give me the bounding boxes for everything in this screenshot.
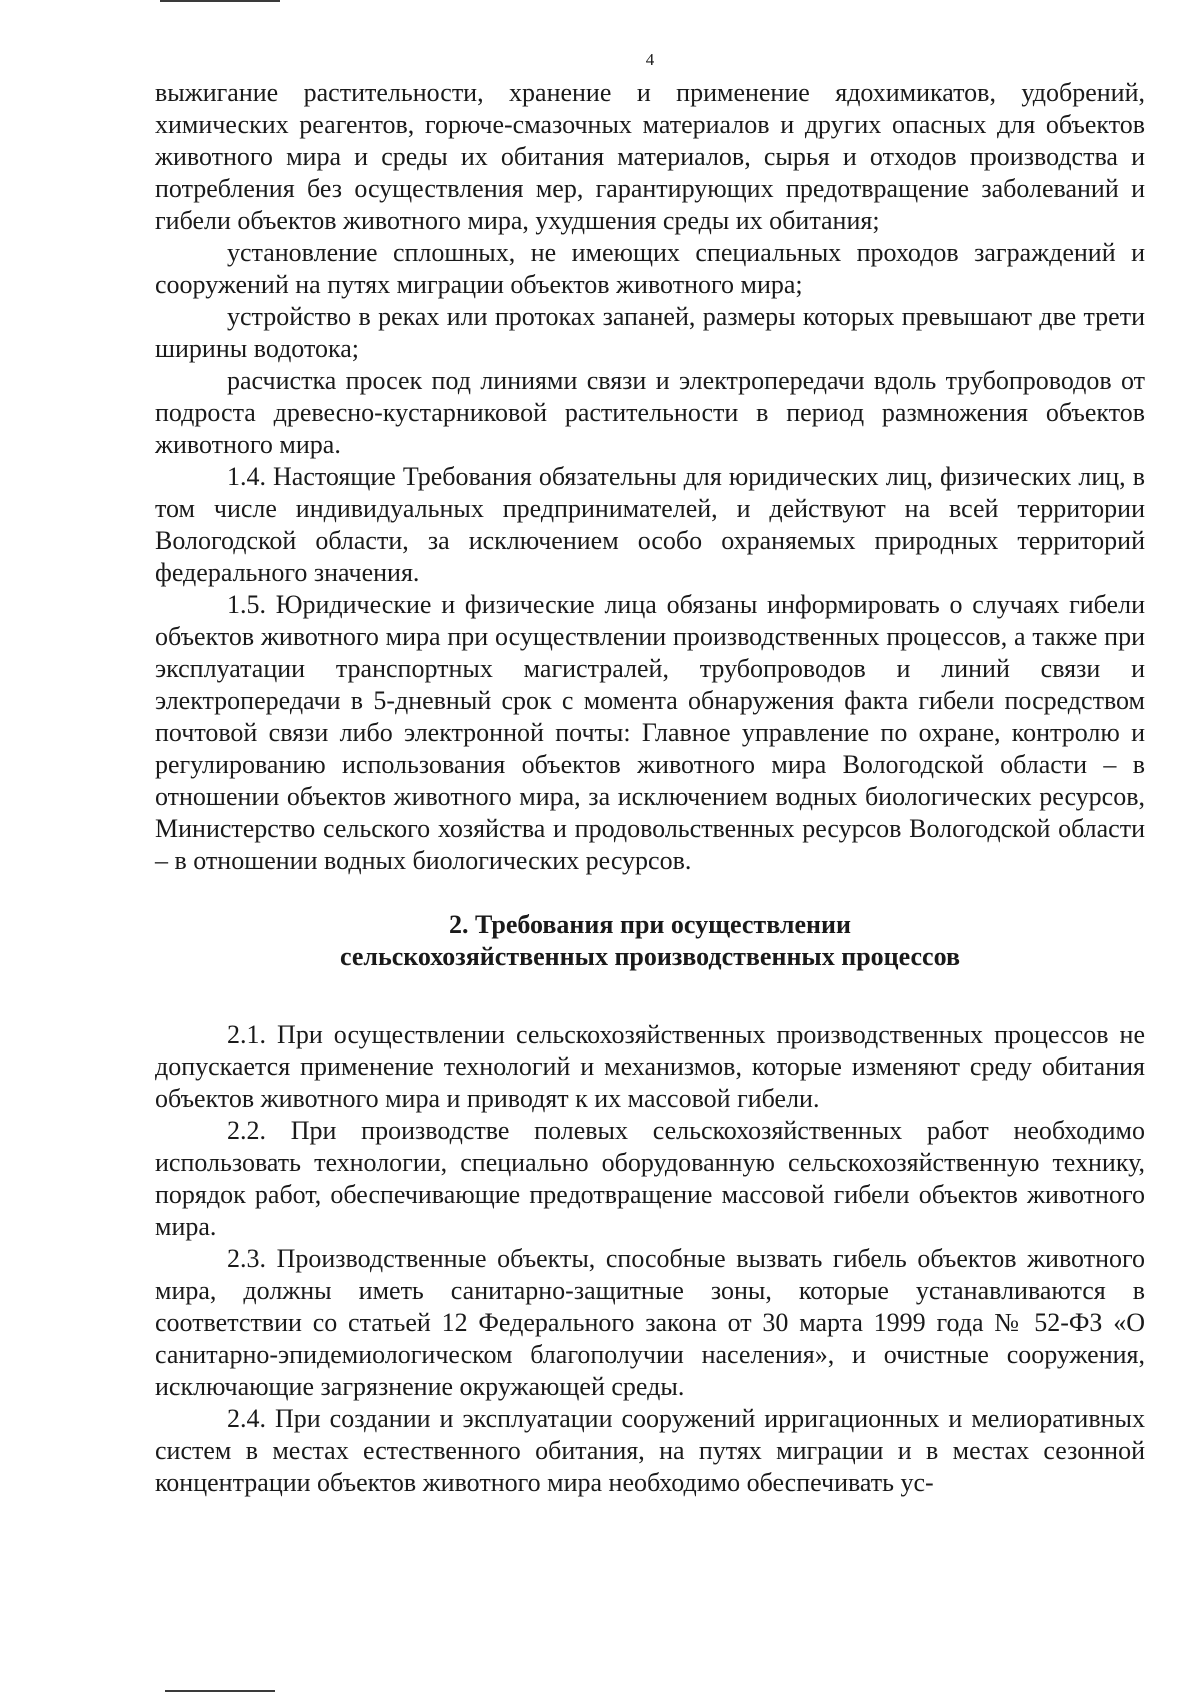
paragraph: 2.4. При создании и эксплуатации сооружений ирригационных и мелиоративных систем в местах естественного обитания, на путях миграции и в местах сезонной концентрации объектов животного мира необходимо обеспечивать ус- <box>155 1404 1145 1497</box>
paragraph: 2.1. При осуществлении сельскохозяйственных производственных процессов не допускается применение технологий и механизмов, которые изменяют среду обитания объектов животного мира и приводят к их массовой гибели. <box>155 1020 1145 1113</box>
paragraph: 1.4. Настоящие Требования обязательны для юридических лиц, физических лиц, в том числе индивидуальных предпринимателей, и действуют на всей территории Вологодской области, за исключением особо охраняемых природных территорий федерального значения. <box>155 462 1145 587</box>
paragraph: выжигание растительности, хранение и применение ядохимикатов, удобрений, химических реагентов, горюче-смазочных материалов и других опасных для объектов животного мира и среды их обитания материалов, сырья и отходов производства и потребления без осуществления мер, гарантирующих предотвращение заболеваний и гибели объектов животного мира, ухудшения среды их обитания; <box>155 78 1145 235</box>
section-heading-line: 2. Требования при осуществлении <box>449 910 851 939</box>
paragraph: 2.3. Производственные объекты, способные вызвать гибель объектов животного мира, должны иметь санитарно-защитные зоны, которые устанавливаются в соответствии со статьей 12 Федерального закона от 30 марта 1999 года № 52-ФЗ «О санитарно-эпидемиологическом благополучии населения», и очистные сооружения, исключающие загрязнение окружающей среды. <box>155 1244 1145 1401</box>
paragraph: 1.5. Юридические и физические лица обязаны информировать о случаях гибели объектов животного мира при осуществлении производственных процессов, а также при эксплуатации транспортных магистралей, трубопроводов и линий связи и электропередачи в 5-дневный срок с момента обнаружения факта гибели посредством почтовой связи либо электронной почты: Главное управление по охране, контролю и регулированию использования объектов животного мира Вологодской области – в отношении объектов животного мира, за исключением водных биологических ресурсов, Министерство сельского хозяйства и продовольственных ресурсов Вологодской области – в отношении водных биологических ресурсов. <box>155 590 1145 875</box>
scan-artifact-bottom <box>165 1690 275 1692</box>
paragraph: установление сплошных, не имеющих специальных проходов заграждений и сооружений на путях миграции объектов животного мира; <box>155 238 1145 299</box>
paragraph: 2.2. При производстве полевых сельскохозяйственных работ необходимо использовать технологии, специально оборудованную сельскохозяйственную технику, порядок работ, обеспечивающие предотвращение массовой гибели объектов животного мира. <box>155 1116 1145 1241</box>
scan-artifact-top <box>160 0 280 2</box>
section-heading <box>155 909 1145 973</box>
paragraph: устройство в реках или протоках запаней, размеры которых превышают две трети ширины водотока; <box>155 302 1145 363</box>
section-heading-line: сельскохозяйственных производственных процессов <box>340 942 960 971</box>
page-number: 4 <box>645 50 655 69</box>
document-body <box>155 77 1145 1499</box>
paragraph: расчистка просек под линиями связи и электропередачи вдоль трубопроводов от подроста древесно-кустарниковой растительности в период размножения объектов животного мира. <box>155 366 1145 459</box>
